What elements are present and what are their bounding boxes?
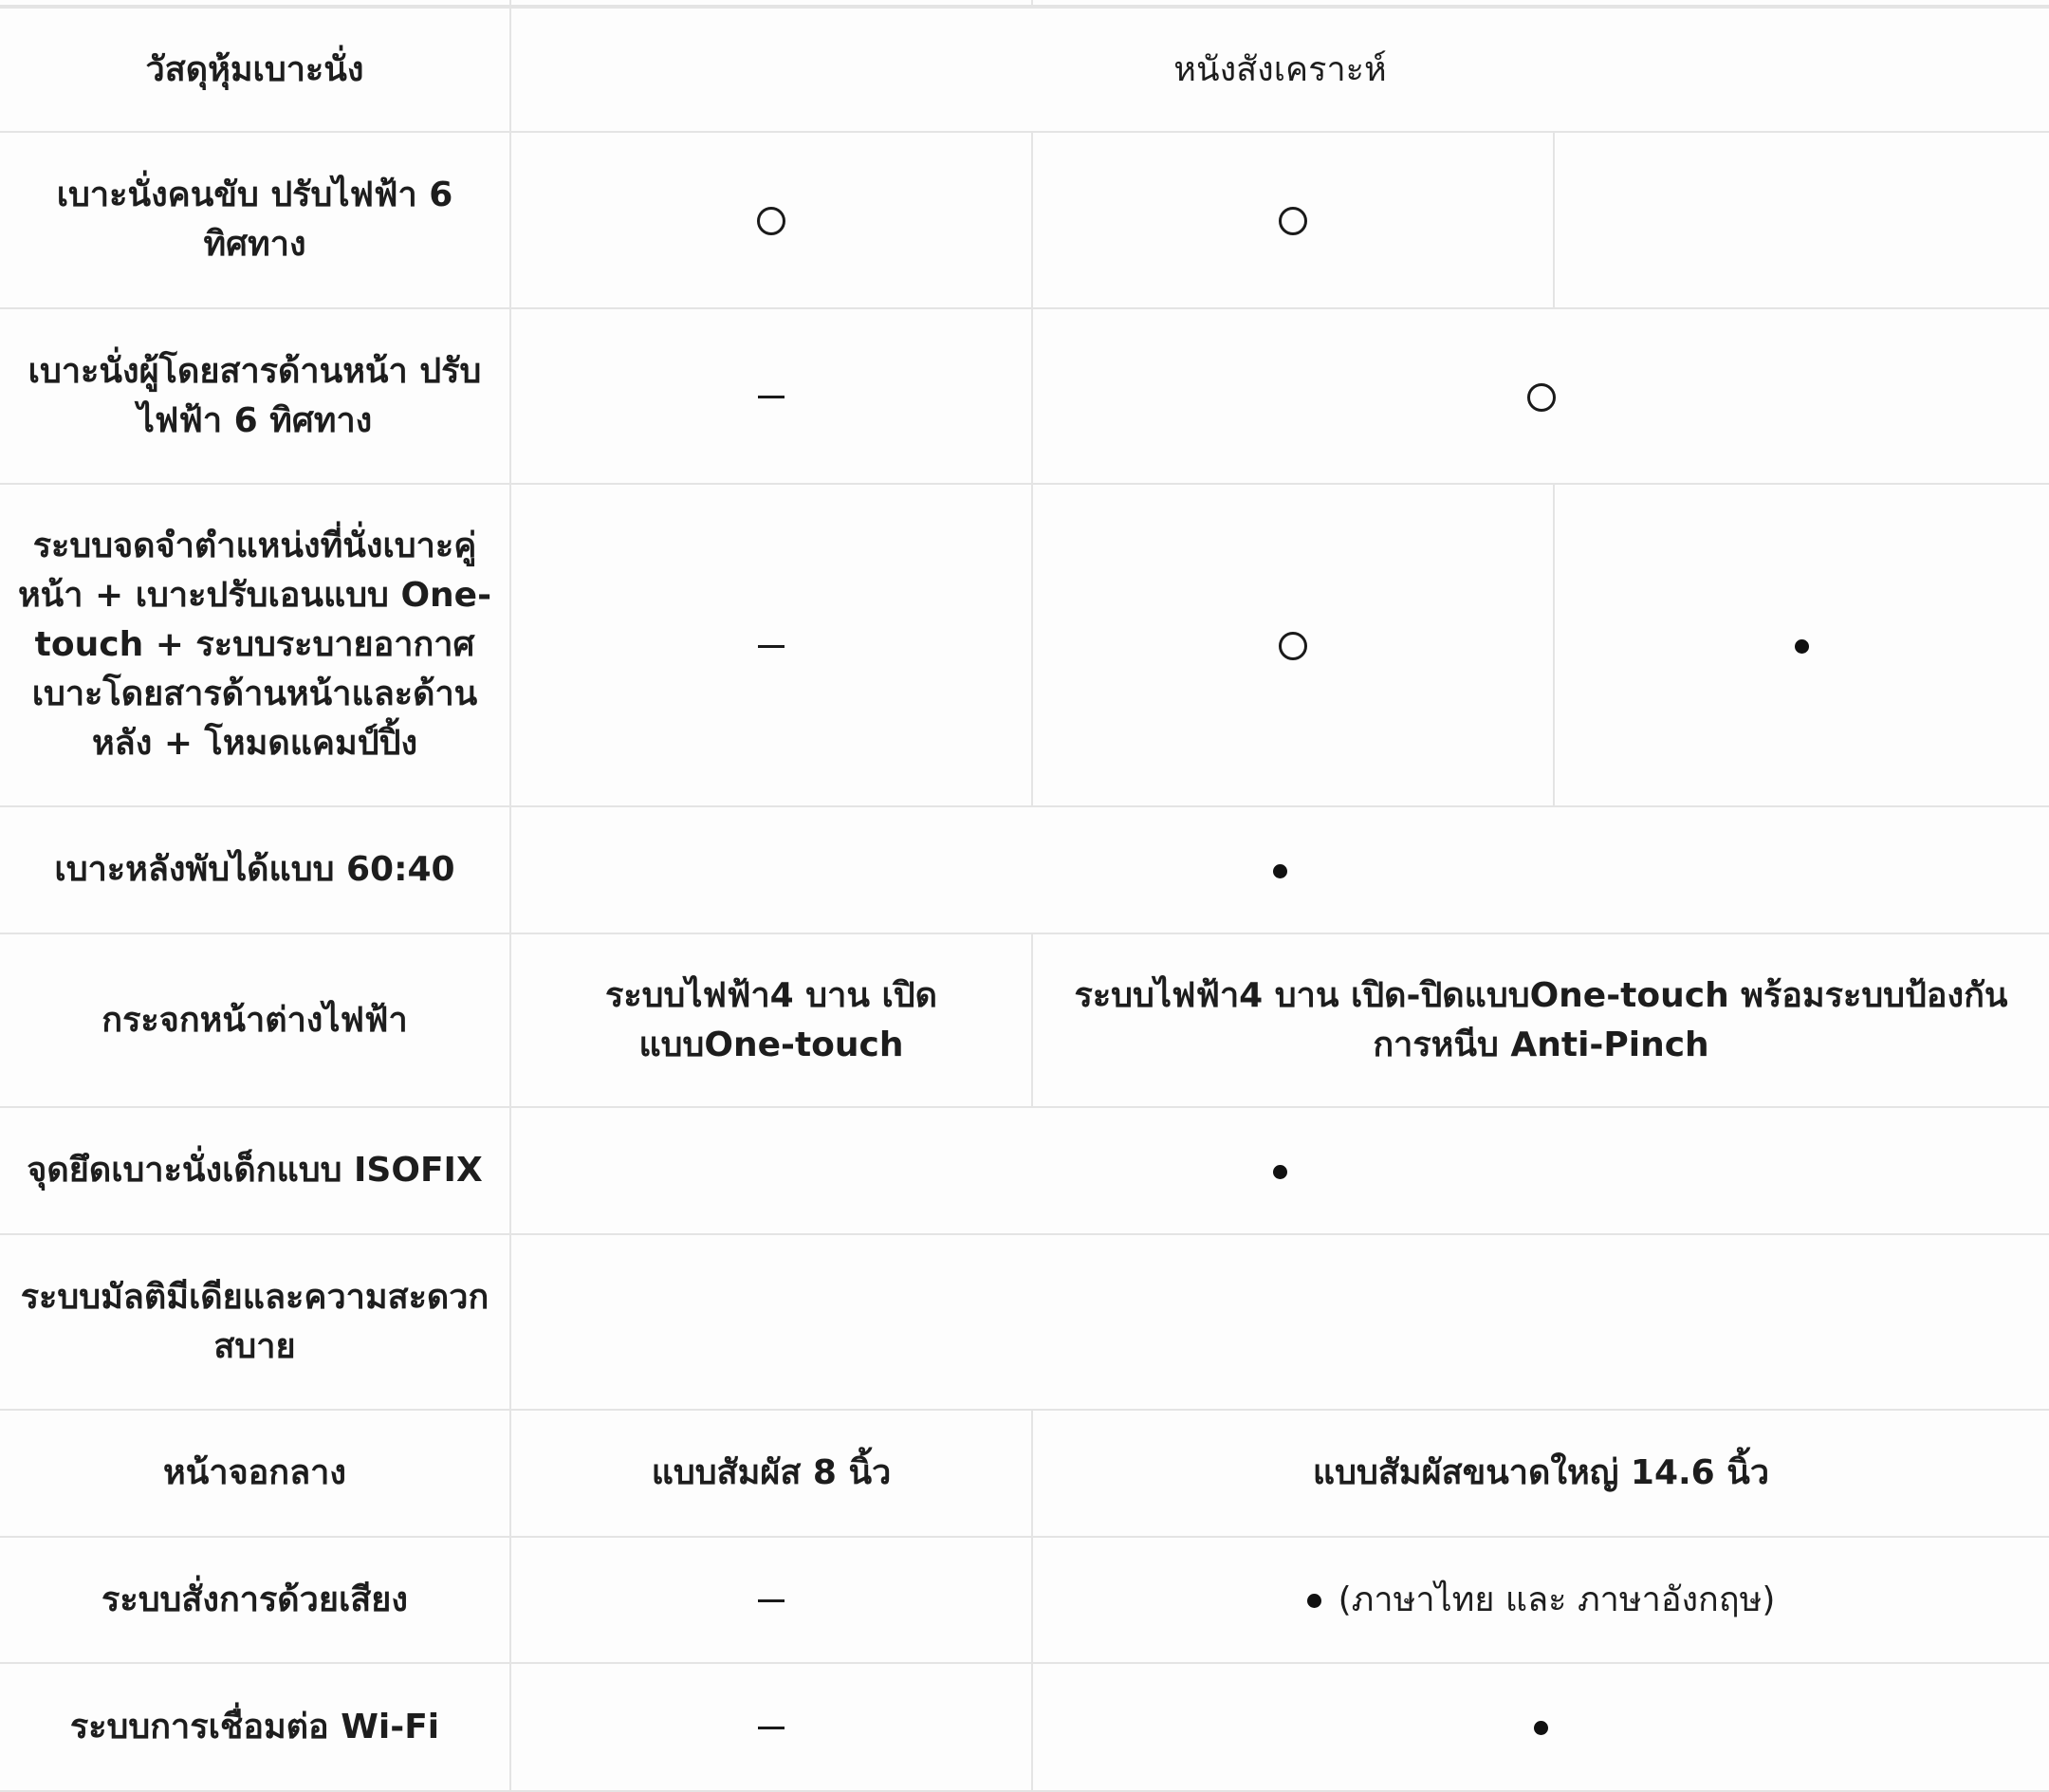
top-divider (1031, 0, 1033, 7)
row-label-power-windows: กระจกหน้าต่างไฟฟ้า (0, 933, 510, 1107)
row-label-voice-command: ระบบสั่งการด้วยเสียง (0, 1537, 510, 1663)
wifi-trim-1 (510, 1663, 1032, 1791)
table-row (0, 1537, 2049, 1663)
table-row (0, 484, 2049, 806)
center-display-trim-2-3: แบบสัมผัสขนาดใหญ่ 14.6 นิ้ว (1032, 1410, 2049, 1537)
standard-icon (1795, 639, 1809, 654)
row-label-driver-seat: เบาะนั่งคนขับ ปรับไฟฟ้า 6 ทิศทาง (0, 132, 510, 308)
option-icon (1279, 207, 1307, 235)
table-row (0, 308, 2049, 484)
not-available-icon (758, 1599, 785, 1602)
table-row (0, 933, 2049, 1107)
row-label-isofix: จุดยึดเบาะนั่งเด็กแบบ ISOFIX (0, 1107, 510, 1234)
voice-command-note: (ภาษาไทย และ ภาษาอังกฤษ) (1338, 1580, 1776, 1619)
standard-icon (1273, 864, 1287, 878)
row-label-upholstery: วัสดุหุ้มเบาะนั่ง (0, 8, 510, 132)
section-header-multimedia: ระบบมัลติมีเดียและความสะดวกสบาย (0, 1234, 510, 1410)
table-row (0, 8, 2049, 132)
driver-seat-trim-1 (510, 132, 1032, 308)
row-label-center-display: หน้าจอกลาง (0, 1410, 510, 1537)
seat-memory-trim-2 (1032, 484, 1554, 806)
power-windows-trim-2-3: ระบบไฟฟ้า4 บาน เปิด-ปิดแบบOne-touch พร้อมระบบป้องกันการหนีบ Anti-Pinch (1032, 933, 2049, 1107)
table-row (0, 1107, 2049, 1234)
standard-icon (1273, 1165, 1287, 1179)
standard-icon (1534, 1721, 1548, 1735)
row-label-wifi: ระบบการเชื่อมต่อ Wi-Fi (0, 1663, 510, 1791)
row-label-seat-memory: ระบบจดจำตำแหน่งที่นั่งเบาะคู่หน้า + เบาะปรับเอนแบบ One-touch + ระบบระบายอากาศเบาะโดยสารด้านหน้าและด้านหลัง + โหมดแคมป์ปิ้ง (0, 484, 510, 806)
rear-seat-fold-value (510, 806, 2049, 933)
table-row (0, 806, 2049, 933)
table-row (0, 132, 2049, 308)
driver-seat-trim-3 (1554, 132, 2049, 308)
not-available-icon (758, 645, 785, 648)
not-available-icon (758, 1727, 785, 1729)
isofix-value (510, 1107, 2049, 1234)
option-icon (1527, 383, 1556, 412)
row-label-rear-seat-fold: เบาะหลังพับได้แบบ 60:40 (0, 806, 510, 933)
section-header-blank (510, 1234, 2049, 1410)
driver-seat-trim-2 (1032, 132, 1554, 308)
voice-command-trim-2-3 (1032, 1537, 2049, 1663)
voice-command-trim-1 (510, 1537, 1032, 1663)
passenger-seat-trim-1 (510, 308, 1032, 484)
wifi-trim-2-3 (1032, 1663, 2049, 1791)
option-icon (1279, 632, 1307, 660)
spec-comparison-table (0, 7, 2049, 1792)
passenger-seat-trim-2-3 (1032, 308, 2049, 484)
upholstery-value: หนังสังเคราะห์ (510, 8, 2049, 132)
seat-memory-trim-1 (510, 484, 1032, 806)
row-label-passenger-seat: เบาะนั่งผู้โดยสารด้านหน้า ปรับไฟฟ้า 6 ทิศทาง (0, 308, 510, 484)
power-windows-trim-1: ระบบไฟฟ้า4 บาน เปิดแบบOne-touch (510, 933, 1032, 1107)
table-row (0, 1663, 2049, 1791)
option-icon (757, 207, 785, 235)
standard-icon (1307, 1594, 1321, 1608)
table-row (0, 1410, 2049, 1537)
top-divider (509, 0, 511, 7)
center-display-trim-1: แบบสัมผัส 8 นิ้ว (510, 1410, 1032, 1537)
not-available-icon (758, 396, 785, 398)
table-row (0, 1234, 2049, 1410)
seat-memory-trim-3 (1554, 484, 2049, 806)
